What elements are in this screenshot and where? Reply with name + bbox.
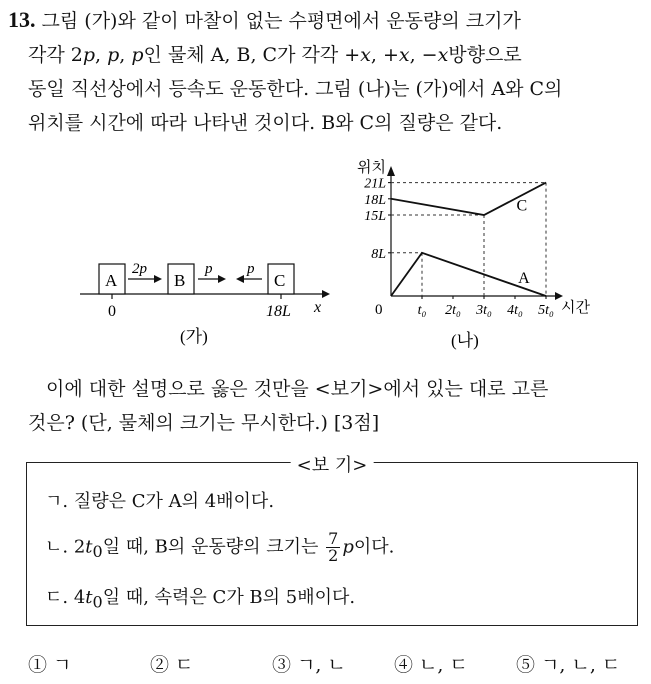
bogi-title: <보 기>: [291, 451, 374, 477]
na-x-tick-label: 5t₀: [538, 303, 554, 318]
na-x-arrowhead: [555, 292, 563, 300]
bogi-item-2: ㄴ. $2t_0$일 때, B의 운동량의 크기는 $\frac{7}{2}$ p이다.: [45, 529, 395, 565]
na-x-tick-label: 2t₀: [445, 303, 461, 318]
choice-3[interactable]: ③ ㄱ, ㄴ: [272, 654, 346, 676]
na-x-tick-label: 3t₀: [476, 303, 492, 318]
prompt-line-2: 것은? (단, 물체의 크기는 무시한다.) [3점]: [28, 412, 380, 434]
ga-arrow-a-head: [154, 275, 162, 283]
ga-pos-label: 18L: [266, 303, 291, 320]
ga-arrow-b-head: [218, 275, 226, 283]
ga-arrow-c-head: [236, 275, 244, 283]
na-series-c-label: C: [516, 197, 528, 215]
question-line-2: 각각 2p, p, p인 물체 A, B, C가 각각 +x, +x, −x방향으로: [28, 44, 522, 66]
question-line-1: 13. 그림 (가)와 같이 마찰이 없는 수평면에서 운동량의 크기가: [8, 7, 521, 32]
question-number: 13.: [8, 7, 36, 32]
question-line-3: 동일 직선상에서 등속도 운동한다. 그림 (나)는 (가)에서 A와 C의: [28, 78, 563, 100]
na-series-a-label: A: [518, 270, 530, 288]
ga-axis-arrowhead: [322, 290, 330, 298]
figure-na: [345, 152, 605, 352]
na-x-tick-label: t₀: [417, 303, 427, 318]
choice-2[interactable]: ② ㄷ: [150, 654, 194, 676]
na-x-tick-label: 4t₀: [507, 303, 523, 318]
ga-box-b-label: B: [174, 271, 186, 290]
na-y-arrowhead: [387, 166, 395, 176]
ga-origin-label: 0: [108, 303, 116, 320]
ga-caption: (가): [180, 327, 208, 346]
bogi-item-1: ㄱ. 질량은 C가 A의 4배이다.: [45, 491, 275, 512]
ga-box-a-label: A: [105, 271, 118, 290]
ga-axis-label: x: [314, 299, 322, 316]
na-origin-label: 0: [375, 302, 383, 318]
choice-5[interactable]: ⑤ ㄱ, ㄴ, ㄷ: [516, 654, 621, 676]
na-y-tick-label: 8L: [371, 246, 386, 262]
ga-box-c-label: C: [274, 271, 286, 290]
fraction-7-2: $\frac{7}{2}$: [328, 529, 339, 565]
figure-ga: [70, 250, 340, 350]
bogi-box: [26, 455, 638, 626]
ga-arrow-b-label: p: [205, 261, 213, 277]
na-y-tick-label: 15L: [364, 209, 386, 224]
na-y-tick-label: 21L: [364, 176, 386, 192]
na-y-axis-title: 위치: [357, 160, 386, 176]
prompt-line-1: 이에 대한 설명으로 옳은 것만을 <보기>에서 있는 대로 고른: [46, 378, 549, 400]
question-line-4: 위치를 시간에 따라 나타낸 것이다. B와 C의 질량은 같다.: [28, 112, 503, 134]
choice-1[interactable]: ① ㄱ: [28, 654, 72, 676]
na-caption: (나): [451, 331, 479, 350]
na-x-axis-title: 시간: [561, 300, 590, 316]
ga-arrow-c-label: p: [247, 261, 255, 277]
bogi-item-3: ㄷ. $4t_0$일 때, 속력은 C가 B의 5배이다.: [45, 587, 356, 612]
choice-4[interactable]: ④ ㄴ, ㄷ: [394, 654, 468, 676]
na-y-tick-label: 18L: [364, 192, 386, 208]
ga-arrow-a-label: 2p: [132, 261, 147, 277]
